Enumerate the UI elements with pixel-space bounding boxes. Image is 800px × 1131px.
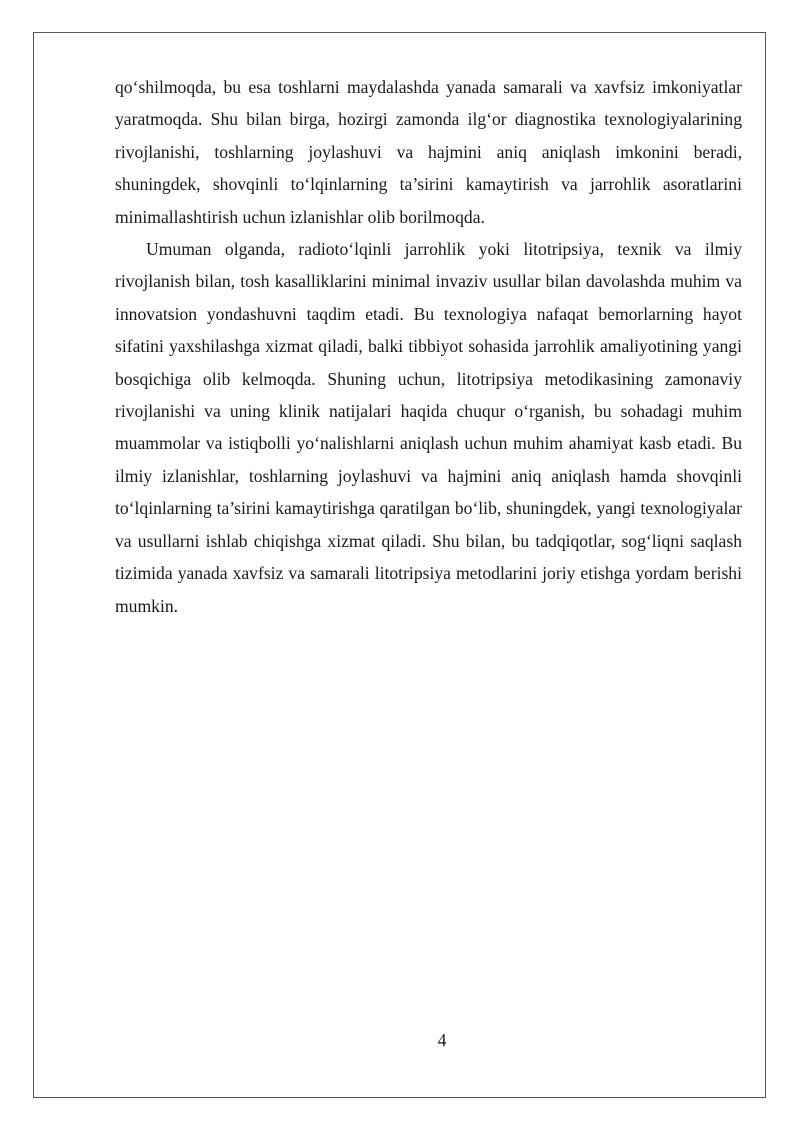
page-number: 4	[437, 1030, 447, 1050]
paragraph-conclusion: Umuman olganda, radioto‘lqinli jarrohlik yoki litotripsiya, texnik va ilmiy rivojlanish bilan, tosh kasalliklarini minimal invaziv usullar bilan davolashda muhim va innovatsion yondashuvni taqdim etadi. Bu texnologiya nafaqat bemorlarning hayot sifatini yaxshilashga xizmat qiladi, balki tibbiyot sohasida jarrohlik amaliyotining yangi bosqichiga olib kelmoqda. Shuning uchun, litotripsiya metodikasining zamonaviy rivojlanishi va uning klinik natijalari haqida chuqur o‘rganish, bu sohadagi muhim muammolar va istiqbolli yo‘nalishlarni aniqlash uchun muhim ahamiyat kasb etadi. Bu ilmiy izlanishlar, toshlarning joylashuvi va hajmini aniq aniqlash hamda shovqinli to‘lqinlarning ta’sirini kamaytirishga qaratilgan bo‘lib, shuningdek, yangi texnologiyalar va usullarni ishlab chiqishga xizmat qiladi. Shu bilan, bu tadqiqotlar, sog‘liqni saqlash tizimida yanada xavfsiz va samarali litotripsiya metodlarini joriy etishga yordam berishi mumkin.	[115, 239, 742, 616]
paragraph-continuation: qo‘shilmoqda, bu esa toshlarni maydalashda yanada samarali va xavfsiz imkoniyatlar yaratmoqda. Shu bilan birga, hozirgi zamonda ilg‘or diagnostika texnologiyalarining rivojlanishi, toshlarning joylashuvi va hajmini aniq aniqlash imkonini beradi, shuningdek, shovqinli to‘lqinlarning ta’sirini kamaytirish va jarrohlik asoratlarini minimallashtirish uchun izlanishlar olib borilmoqda.	[115, 77, 742, 227]
document-body	[115, 71, 742, 622]
